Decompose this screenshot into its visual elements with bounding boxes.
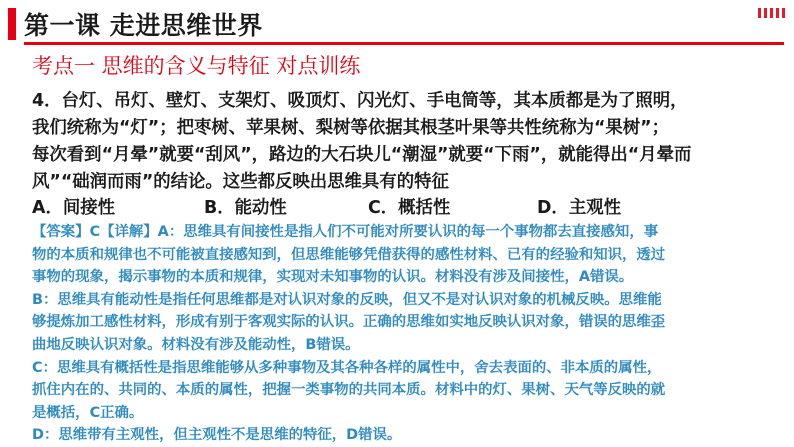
title-underline	[24, 42, 784, 45]
page-title: 第一课 走进思维世界	[24, 11, 263, 40]
option-a: A．间接性	[32, 198, 116, 218]
title-accent-bar	[8, 8, 16, 40]
option-b: B．能动性	[204, 198, 287, 218]
question-stem	[32, 88, 782, 196]
answer-line: 够提炼加工感性材料，形成有别于客观实际的认识。正确的思维如实地反映认识对象，错误的思维歪	[32, 314, 666, 331]
answer-line: 是概括，C正确。	[32, 404, 144, 421]
question-line: 4．台灯、吊灯、壁灯、支架灯、吸顶灯、闪光灯、手电筒等，其本质都是为了照明，	[32, 91, 688, 111]
answer-line: B：思维具有能动性是指任何思维都是对认识对象的反映，但又不是对认识对象的机械反映。思维能	[32, 291, 662, 308]
option-c: C．概括性	[368, 198, 451, 218]
section-subtitle: 考点一 思维的含义与特征 对点训练	[32, 54, 361, 78]
question-line: 我们统称为“灯”；把枣树、苹果树、梨树等依据其根茎叶果等共性统称为“果树”；	[32, 118, 670, 138]
answer-line: D：思维带有主观性，但主观性不是思维的特征，D错误。	[32, 427, 402, 444]
answer-line: 物的本质和规律也不可能被直接感知到，但思维能够凭借获得的感性材料、已有的经验和知识，透过	[32, 246, 666, 263]
answer-explanation	[32, 221, 782, 447]
header	[0, 4, 794, 40]
decorative-dots	[758, 8, 786, 18]
question-line: 每次看到“月晕”就要“刮风”，路边的大石块儿“潮湿”就要“下雨”，就能得出“月晕而	[32, 145, 692, 165]
answer-options	[32, 193, 772, 217]
question-line: 风”“础润而雨”的结论。这些都反映出思维具有的特征	[32, 172, 449, 192]
answer-line: 事物的现象，揭示事物的本质和规律，实现对未知事物的认识。材料没有涉及间接性，A错误。	[32, 269, 634, 286]
answer-line: 抓住内在的、共同的、本质的属性，把握一类事物的共同本质。材料中的灯、果树、天气等反映的就	[32, 382, 666, 399]
answer-line: C：思维具有概括性是指思维能够从多种事物及其各种各样的属性中，舍去表面的、非本质的属性，	[32, 359, 662, 376]
answer-line: 【答案】C【详解】A：思维具有间接性是指人们不可能对所要认识的每一个事物都去直接感知，事	[32, 224, 659, 240]
option-d: D．主观性	[537, 198, 621, 218]
answer-line: 曲地反映认识对象。材料没有涉及能动性，B错误。	[32, 336, 360, 353]
